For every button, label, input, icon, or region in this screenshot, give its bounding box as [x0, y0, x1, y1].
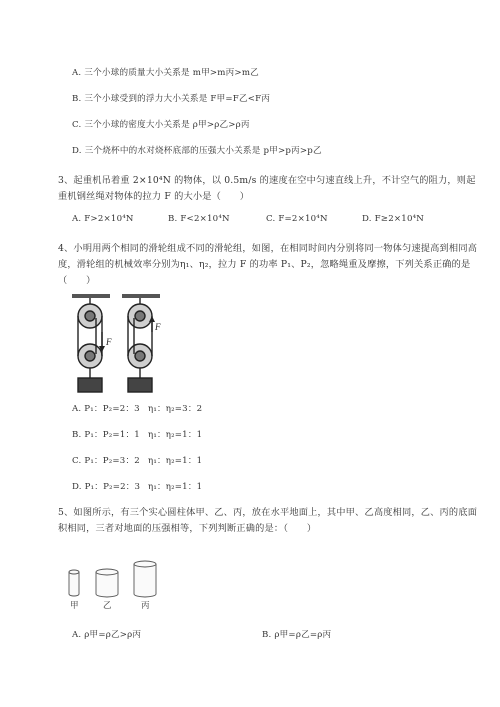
cylinder-label-bing: 丙: [141, 601, 150, 611]
q2-option-a: A. 三个小球的质量大小关系是 m甲>m丙>m乙: [72, 68, 259, 78]
cylinder-label-yi: 乙: [103, 601, 112, 611]
pulley-system-left: [78, 298, 102, 392]
q4-stem-line2: 度，滑轮组的机械效率分别为η₁、η₂，拉力 F 的功率 P₁、P₂，忽略绳重及摩擦，下列关系正确的是: [58, 259, 471, 270]
q4-option-a-efficiency: η₁：η₂=3：2: [148, 404, 203, 414]
q4-option-a-power: A. P₁：P₂=2：3: [72, 404, 140, 414]
force-label-left: F: [106, 337, 112, 347]
ceiling-right: [122, 294, 160, 298]
q4-option-d-power: D. P₁：P₂=2：3: [72, 482, 141, 492]
q3-option-c: C. F=2×10⁴N: [266, 214, 328, 224]
q4-option-b-efficiency: η₁：η₂=1：1: [148, 430, 203, 440]
q5-option-a: A. ρ甲=ρ乙>ρ丙: [72, 630, 142, 640]
q2-option-c: C. 三个小球的密度大小关系是 ρ甲>ρ乙>ρ丙: [72, 120, 250, 130]
pulley-figure: [66, 292, 176, 402]
q5-stem-line1: 5、如图所示，有三个实心圆柱体甲、乙、丙，放在水平地面上，其中甲、乙高度相同，乙、丙的底面: [58, 507, 478, 518]
q3-option-a: A. F>2×10⁴N: [72, 214, 134, 224]
q3-stem-line2: 重机钢丝绳对物体的拉力 F 的大小是（ ）: [58, 191, 250, 202]
q4-stem-line1: 4、小明用两个相同的滑轮组成不同的滑轮组，如图，在相同时间内分别将同一物体匀速提高到相同高: [58, 243, 478, 254]
q5-stem-line2: 积相同，三者对地面的压强相等，下列判断正确的是：（ ）: [58, 523, 317, 534]
cylinder-bing: [134, 561, 156, 597]
q2-option-d: D. 三个烧杯中的水对烧杯底部的压强大小关系是 p甲>p丙>p乙: [72, 146, 322, 156]
ceiling-left: [72, 294, 110, 298]
cylinder-jia: [69, 570, 79, 596]
q4-stem-line3: （ ）: [58, 275, 96, 286]
q4-option-c-efficiency: η₁：η₂=1：1: [148, 456, 203, 466]
q4-option-c-power: C. P₁：P₂=3：2: [72, 456, 140, 466]
cylinder-label-jia: 甲: [70, 601, 79, 611]
q3-option-d: D. F≥2×10⁴N: [362, 214, 424, 224]
cylinder-yi: [96, 569, 118, 597]
q3-stem-line1: 3、起重机吊着重 2×10⁴N 的物体，以 0.5m/s 的速度在空中匀速直线上升，不计空气的阻力，则起: [58, 175, 476, 186]
q2-option-b: B. 三个小球受到的浮力大小关系是 F甲=F乙<F丙: [72, 94, 271, 104]
q3-option-b: B. F<2×10⁴N: [168, 214, 230, 224]
q4-option-d-efficiency: η₁：η₂=1：1: [148, 482, 203, 492]
force-label-right: F: [155, 322, 161, 332]
q5-option-b: B. ρ甲=ρ乙=ρ丙: [262, 630, 332, 640]
cylinder-figure: [64, 560, 164, 632]
q4-option-b-power: B. P₁：P₂=1：1: [72, 430, 140, 440]
pulley-system-right: [128, 298, 152, 392]
